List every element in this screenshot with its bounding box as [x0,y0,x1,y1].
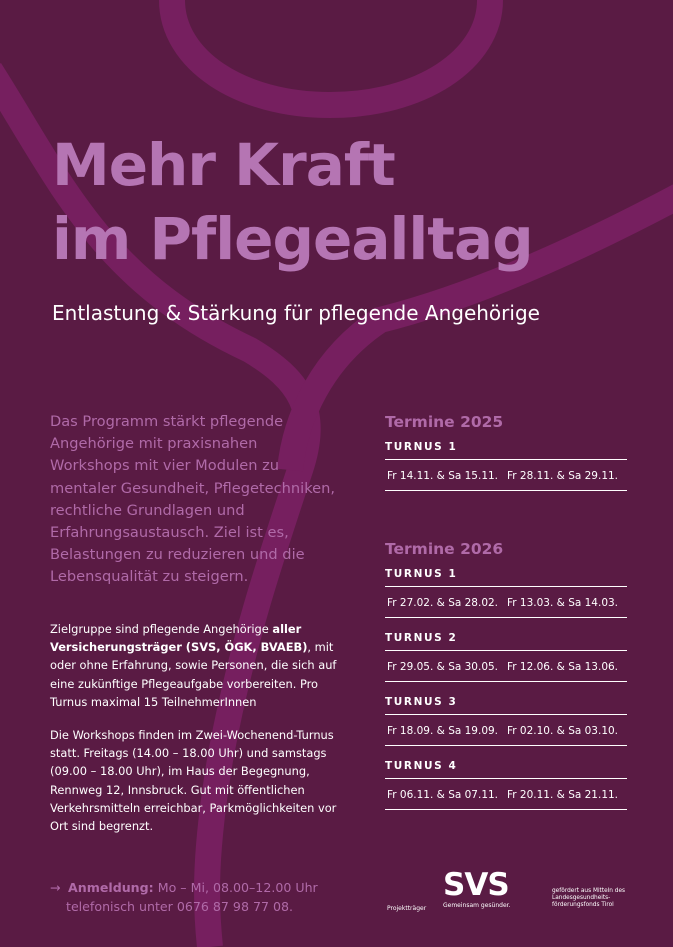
funding-line: förderungsfonds Tirol [552,902,614,909]
title-line-1: Mehr Kraft [52,131,395,199]
schedule-2026 [385,540,627,810]
date-cell: Fr 20.11. & Sa 21.11. [507,789,619,801]
funding-line: gefördert aus Mitteln des [552,888,626,894]
intro-paragraph: Das Programm stärkt pflegende Angehörige mit praxisnahen Workshops mit vier Modulen zu mentaler Gesundheit, Pflegetechniken, rechtliche Grundlagen und Erfahrungsaustausch. Ziel ist es, Belastungen zu reduzieren und die Lebensqualität zu steigern. [50,413,336,586]
turnus-label: TURNUS 2 [385,632,627,651]
turnus-block [385,696,627,746]
footer-logos [385,868,645,918]
svs-logo [443,867,511,909]
date-row [385,651,627,682]
turnus-block [385,568,627,618]
signup-phone: telefonisch unter 0676 87 98 77 08. [66,899,294,914]
target-group-text-before: Zielgruppe sind pflegende Angehörige [50,622,273,636]
target-group-insurers: aller Versicherungsträger (SVS, ÖGK, BVAEB) [50,622,308,655]
decor-arc-top [172,0,490,105]
date-row [385,460,627,491]
date-cell: Fr 06.11. & Sa 07.11. [387,789,499,801]
date-cell: Fr 02.10. & Sa 03.10. [507,725,619,737]
schedule-2026-heading: Termine 2026 [385,540,504,558]
signup-hours: Mo – Mi, 08.00–12.00 Uhr [153,880,318,895]
date-cell: Fr 13.03. & Sa 14.03. [507,597,619,609]
date-cell: Fr 27.02. & Sa 28.02. [387,597,499,609]
date-cell: Fr 14.11. & Sa 15.11. [387,470,499,482]
funding-line: Landesgesundheits- [552,895,611,902]
turnus-label: TURNUS 1 [385,568,627,587]
subtitle: Entlastung & Stärkung für pflegende Angehörige [52,301,540,325]
date-row [385,587,627,618]
turnus-label: TURNUS 1 [385,441,627,460]
target-group-paragraph [50,620,340,711]
target-group-text-after: , mit oder ohne Erfahrung, sowie Personen, die sich auf eine zukünftige Pflegeaufgabe vorbereiten. Pro Turnus maximal 15 TeilnehmerInnen [50,640,337,709]
arrow-right-icon: → [50,880,61,895]
workshops-info-paragraph: Die Workshops finden im Zwei-Wochenend-Turnus statt. Freitags (14.00 – 18.00 Uhr) und samstags (09.00 – 18.00 Uhr), im Haus der Begegnung, Rennweg 12, Innsbruck. Gut mit öffentlichen Verkehrsmitteln erreichbar, Parkmöglichkeiten vor Ort sind begrenzt. [50,728,337,834]
turnus-block [385,632,627,682]
schedule-2025 [385,413,627,491]
turnus-label: TURNUS 3 [385,696,627,715]
svs-logo-text: SVS [443,867,509,903]
date-cell: Fr 18.09. & Sa 19.09. [387,725,499,737]
date-row [385,779,627,810]
date-row [385,715,627,746]
signup-info [50,878,350,916]
funding-note [552,888,644,910]
turnus-block [385,760,627,810]
main-title [52,128,533,276]
date-cell: Fr 29.05. & Sa 30.05. [387,661,499,673]
svs-claim: Gemeinsam gesünder. [443,902,511,909]
schedule-2025-heading: Termine 2025 [385,413,504,431]
project-sponsor-label: Projektträger [387,905,427,912]
date-cell: Fr 28.11. & Sa 29.11. [507,470,619,482]
turnus-label: TURNUS 4 [385,760,627,779]
title-line-2: im Pflegealltag [52,205,533,273]
turnus-block [385,441,627,491]
signup-label: Anmeldung: [68,880,154,895]
date-cell: Fr 12.06. & Sa 13.06. [507,661,619,673]
